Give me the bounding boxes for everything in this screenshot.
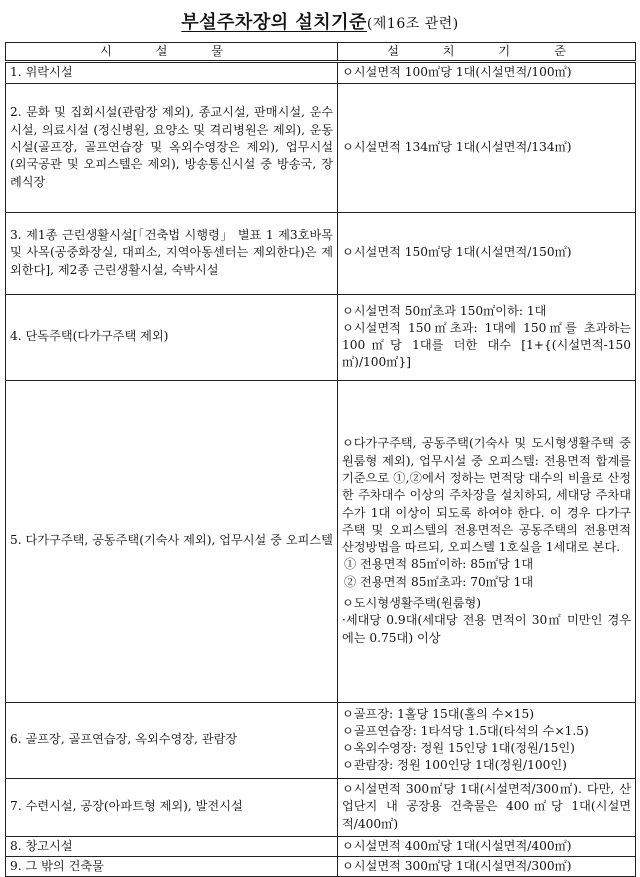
facility-cell: 4. 단독주택(다가구주택 제외) (6, 294, 338, 380)
facility-cell: 3. 제1종 근린생활시설[「건축법 시행령」 별표 1 제3호바목 및 사목(공중화장실, 대피소, 지역아동센터는 제외한다)은 제외한다], 제2종 근린생활시설, 숙박시설 (6, 212, 338, 294)
standard-cell (338, 212, 636, 294)
standard-cell (338, 778, 636, 836)
table-row (6, 83, 636, 212)
standard-cell (338, 380, 636, 702)
standard-cell (338, 294, 636, 380)
facility-cell: 1. 위락시설 (6, 62, 338, 83)
table-row (6, 778, 636, 836)
table-header-row (6, 43, 636, 62)
standard-item: ② 전용면적 85㎡초과: 70㎡당 1대 (344, 574, 534, 589)
table-row (6, 62, 636, 83)
standard-cell (338, 62, 636, 83)
title-sub: (제16조 관련) (366, 16, 459, 32)
standard-item: ㅇ골프장: 1홀당 15대(홀의 수×15) (342, 706, 534, 721)
standard-item: ① 전용면적 85㎡이하: 85㎡당 1대 (344, 557, 534, 572)
facility-cell: 2. 문화 및 집회시설(관람장 제외), 종교시설, 판매시설, 운수시설, 의료시설 (정신병원, 요양소 및 격리병원은 제외), 운동시설(골프장, 골프연습장 및 옥외수영장은 제외), 업무시설(외국공관 및 오피스텔은 제외), 방송통신시설 중 방송국, 장례식장 (6, 83, 338, 212)
table-row (6, 836, 636, 856)
facility-cell: 9. 그 밖의 건축물 (6, 856, 338, 876)
standard-item: ㅇ도시형생활주택(원룸형) (342, 596, 482, 611)
standard-item: ㅇ시설면적 100㎡당 1대(시설면적/100㎡) (342, 65, 572, 80)
standard-item: ㅇ시설면적 400㎡당 1대(시설면적/400㎡) (342, 838, 572, 853)
header-facility: 시 설 물 (6, 43, 338, 62)
standard-item: ·세대당 0.9대(세대당 전용 면적이 30㎡ 미만인 경우에는 0.75대) 이상 (342, 613, 631, 645)
standard-item: ㅇ시설면적 150㎡초과: 1대에 150㎡를 초과하는 100㎡당 1대를 더한 대수 [1+{(시설면적-150㎡)/100㎡}] (342, 320, 631, 370)
standard-item: ㅇ시설면적 300㎡당 1대(시설면적/300㎡). 다만, 산업단지 내 공장용 건축물은 400㎡당 1대(시설면적/400㎡) (342, 782, 631, 831)
table-row (6, 294, 636, 380)
standard-item: ㅇ관람장: 정원 100인당 1대(정원/100인) (342, 758, 567, 773)
title-main: 부설주차장의 설치기준 (181, 12, 367, 33)
document-title (0, 8, 640, 34)
facility-cell: 7. 수련시설, 공장(아파트형 제외), 발전시설 (6, 778, 338, 836)
standard-cell (338, 83, 636, 212)
standard-cell (338, 836, 636, 856)
table-row (6, 212, 636, 294)
standard-item: ㅇ다가구주택, 공동주택(기숙사 및 도시형생활주택 중 원룸형 제외), 업무시설 중 오피스텔: 전용면적 합계를 기준으로 ①,②에서 정하는 면적당 대수의 비율로 산정한 주차대수 이상의 주차장을 설치하되, 세대당 주차대수가 1대 이상이 되도록 하여야 한다. 이 경우 다가구주택 및 오피스텔의 전용면적은 공동주택의 전용면적 산정방법을 따르되, 오피스텔 1호실을 1세대로 본다. (342, 436, 631, 555)
standard-item: ㅇ시설면적 150㎡당 1대(시설면적/150㎡) (342, 245, 572, 260)
table-row (6, 702, 636, 778)
parking-standards-table (5, 42, 636, 877)
facility-cell: 8. 창고시설 (6, 836, 338, 856)
standard-item: ㅇ시설면적 300㎡당 1대(시설면적/300㎡) (342, 858, 572, 873)
standard-cell (338, 702, 636, 778)
table-row (6, 380, 636, 702)
standard-item: ㅇ시설면적 50㎡초과 150㎡이하: 1대 (342, 303, 547, 318)
standard-item: ㅇ옥외수영장: 정원 15인당 1대(정원/15인) (342, 741, 575, 756)
facility-cell: 5. 다가구주택, 공동주택(기숙사 제외), 업무시설 중 오피스텔 (6, 380, 338, 702)
header-standard: 설 치 기 준 (338, 43, 636, 62)
facility-cell: 6. 골프장, 골프연습장, 옥외수영장, 관람장 (6, 702, 338, 778)
standard-item: ㅇ골프연습장: 1타석당 1.5대(타석의 수×1.5) (342, 723, 589, 738)
standard-item: ㅇ시설면적 134㎡당 1대(시설면적/134㎡) (342, 139, 572, 154)
